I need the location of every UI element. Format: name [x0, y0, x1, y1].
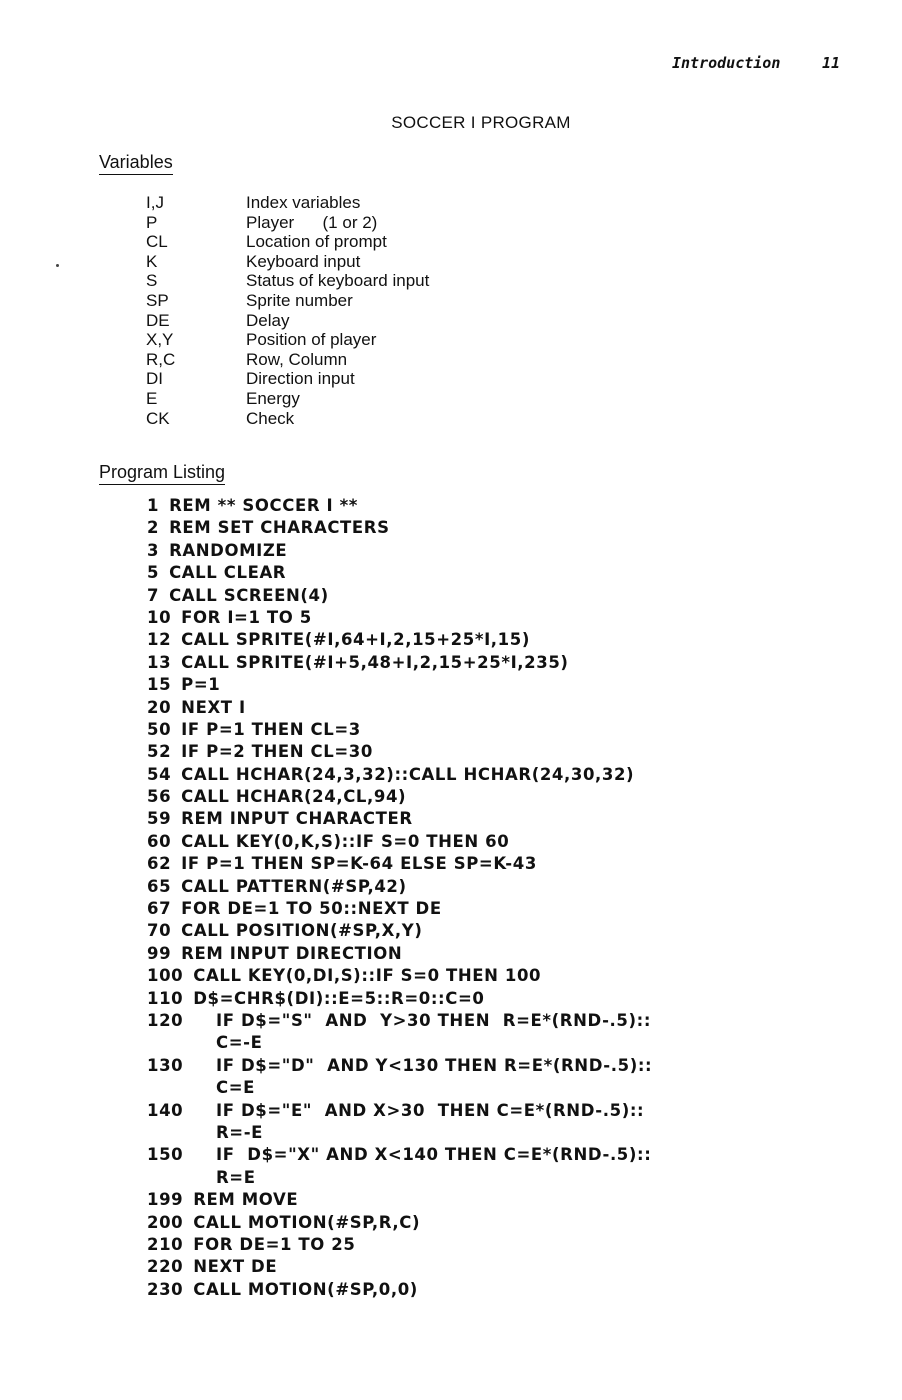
variable-row — [146, 212, 378, 233]
stray-dot — [56, 264, 59, 267]
code-line — [147, 517, 787, 539]
line-number: 100 — [147, 966, 184, 986]
line-number: 60 — [147, 831, 172, 851]
variable-description: Direction input — [246, 369, 355, 389]
code-line — [147, 898, 787, 920]
code-line — [147, 674, 787, 696]
line-number: 210 — [147, 1234, 184, 1254]
line-number: 5 — [147, 563, 160, 583]
code-line — [147, 1234, 787, 1256]
line-number: 200 — [147, 1212, 184, 1232]
variable-row — [146, 271, 430, 291]
page-title: SOCCER I PROGRAM — [391, 113, 571, 132]
variable-name: DI — [146, 369, 163, 389]
code-line — [147, 562, 787, 584]
line-statement: CALL SCREEN(4) — [169, 585, 329, 605]
line-statement: FOR I=1 TO 5 — [181, 607, 312, 627]
code-line — [147, 741, 787, 763]
variable-name: SP — [146, 290, 169, 310]
variable-description: Player (1 or 2) — [246, 212, 378, 232]
code-line-continuation: R=-E — [216, 1122, 264, 1142]
line-statement: NEXT DE — [193, 1257, 278, 1277]
code-line — [147, 585, 787, 607]
code-line — [147, 943, 787, 965]
variable-row — [146, 310, 290, 331]
variable-description: Row, Column — [246, 349, 348, 369]
line-number: 59 — [147, 809, 172, 829]
code-line — [147, 920, 787, 942]
variable-name: I,J — [146, 193, 164, 212]
variable-row — [146, 369, 355, 389]
code-line — [147, 719, 787, 741]
running-header-section: Introduction — [672, 54, 781, 72]
code-line — [147, 540, 787, 562]
code-line — [147, 786, 787, 808]
line-statement: REM INPUT CHARACTER — [181, 809, 413, 829]
code-line — [147, 853, 787, 875]
code-line — [147, 629, 787, 651]
variable-name: P — [146, 212, 158, 232]
code-line — [147, 1010, 787, 1032]
line-number: 52 — [147, 742, 172, 762]
variable-row — [146, 193, 361, 213]
code-line — [147, 1100, 787, 1122]
line-statement: CALL CLEAR — [169, 563, 287, 583]
line-statement: IF D$="S" AND Y>30 THEN R=E*(RND-.5):: — [216, 1010, 652, 1030]
line-statement: P=1 — [181, 675, 221, 695]
variable-name: K — [146, 251, 158, 271]
variable-row — [146, 330, 377, 350]
line-statement: FOR DE=1 TO 25 — [193, 1234, 356, 1254]
variable-row — [146, 388, 300, 409]
variable-description: Position of player — [246, 330, 377, 350]
line-statement: CALL SPRITE(#I+5,48+I,2,15+25*I,235) — [181, 652, 569, 672]
line-number: 110 — [147, 988, 184, 1008]
line-statement: CALL MOTION(#SP,0,0) — [193, 1279, 418, 1299]
line-number: 7 — [147, 585, 160, 605]
line-statement: REM SET CHARACTERS — [169, 518, 390, 538]
code-line — [147, 652, 787, 674]
line-statement: IF D$="X" AND X<140 THEN C=E*(RND-.5):: — [216, 1145, 652, 1165]
line-number: 65 — [147, 876, 172, 896]
line-number: 140 — [147, 1100, 184, 1120]
line-statement: CALL SPRITE(#I,64+I,2,15+25*I,15) — [181, 630, 530, 650]
code-line — [147, 1144, 787, 1166]
page-number: 11 — [821, 54, 840, 72]
line-number: 99 — [147, 943, 172, 963]
line-statement: CALL HCHAR(24,3,32)::CALL HCHAR(24,30,32) — [181, 764, 635, 784]
code-line — [147, 495, 787, 517]
line-number: 120 — [147, 1010, 184, 1030]
line-statement: IF P=1 THEN CL=3 — [181, 719, 361, 739]
code-line — [147, 876, 787, 898]
variable-description: Delay — [246, 310, 290, 330]
line-number: 50 — [147, 719, 172, 739]
program-listing — [147, 495, 856, 1301]
line-statement: CALL PATTERN(#SP,42) — [181, 876, 407, 896]
variable-name: E — [146, 388, 158, 408]
line-number: 230 — [147, 1279, 184, 1299]
variable-row — [146, 251, 361, 272]
code-line — [147, 965, 787, 987]
code-line — [147, 764, 787, 786]
code-line — [147, 988, 787, 1010]
line-statement: RANDOMIZE — [169, 540, 288, 560]
variable-name: CK — [146, 408, 170, 428]
line-number: 56 — [147, 787, 172, 807]
line-statement: IF P=2 THEN CL=30 — [181, 742, 373, 762]
line-statement: CALL MOTION(#SP,R,C) — [193, 1212, 421, 1232]
line-number: 3 — [147, 540, 160, 560]
line-number: 13 — [147, 652, 172, 672]
line-number: 12 — [147, 630, 172, 650]
code-line-continuation: C=-E — [216, 1033, 263, 1053]
variable-description: Index variables — [246, 193, 361, 212]
line-statement: CALL KEY(0,DI,S)::IF S=0 THEN 100 — [193, 966, 542, 986]
line-statement: FOR DE=1 TO 50::NEXT DE — [181, 899, 442, 919]
running-header — [600, 52, 840, 74]
line-number: 220 — [147, 1257, 184, 1277]
line-number: 199 — [147, 1190, 184, 1210]
code-line — [147, 1055, 787, 1077]
variable-name: R,C — [146, 349, 176, 369]
variable-name: DE — [146, 310, 170, 330]
line-number: 150 — [147, 1145, 184, 1165]
line-statement: IF P=1 THEN SP=K-64 ELSE SP=K-43 — [181, 854, 537, 874]
variable-row — [146, 408, 295, 429]
line-number: 15 — [147, 675, 172, 695]
variable-row — [146, 349, 348, 370]
line-number: 20 — [147, 697, 172, 717]
code-line-continuation: R=E — [216, 1167, 256, 1187]
variable-name: S — [146, 271, 158, 291]
code-line — [147, 831, 787, 853]
line-statement: REM INPUT DIRECTION — [181, 943, 403, 963]
line-statement: IF D$="D" AND Y<130 THEN R=E*(RND-.5):: — [216, 1055, 653, 1075]
variable-name: CL — [146, 232, 168, 252]
variables-table — [146, 193, 430, 428]
code-line-continuation: C=E — [216, 1078, 256, 1098]
line-statement: IF D$="E" AND X>30 THEN C=E*(RND-.5):: — [216, 1100, 645, 1120]
line-statement: NEXT I — [181, 697, 246, 717]
variable-row — [146, 290, 353, 311]
variable-description: Keyboard input — [246, 251, 361, 271]
variables-heading: Variables — [99, 151, 173, 175]
line-statement: CALL KEY(0,K,S)::IF S=0 THEN 60 — [181, 831, 510, 851]
line-number: 1 — [147, 496, 160, 515]
variable-description: Sprite number — [246, 290, 353, 310]
code-line — [147, 1189, 787, 1211]
variable-description: Location of prompt — [246, 232, 387, 252]
line-number: 70 — [147, 921, 172, 941]
code-line — [147, 697, 787, 719]
variable-row — [146, 232, 387, 252]
variable-description: Energy — [246, 388, 300, 408]
variable-name: X,Y — [146, 330, 174, 350]
code-line — [147, 1256, 787, 1278]
variable-description: Check — [246, 408, 295, 428]
line-statement: REM MOVE — [193, 1190, 299, 1210]
code-line — [147, 808, 787, 830]
line-statement: D$=CHR$(DI)::E=5::R=0::C=0 — [193, 988, 485, 1008]
line-number: 130 — [147, 1055, 184, 1075]
variable-description: Status of keyboard input — [246, 271, 430, 291]
code-line — [147, 607, 787, 629]
line-statement: CALL HCHAR(24,CL,94) — [181, 787, 407, 807]
line-statement: CALL POSITION(#SP,X,Y) — [181, 921, 423, 941]
program-listing-heading: Program Listing — [99, 461, 225, 485]
line-number: 62 — [147, 854, 172, 874]
line-statement: REM ** SOCCER I ** — [169, 496, 359, 515]
line-number: 54 — [147, 764, 172, 784]
code-line — [147, 1279, 787, 1301]
code-line — [147, 1212, 787, 1234]
line-number: 10 — [147, 607, 172, 627]
line-number: 67 — [147, 899, 172, 919]
line-number: 2 — [147, 518, 160, 538]
